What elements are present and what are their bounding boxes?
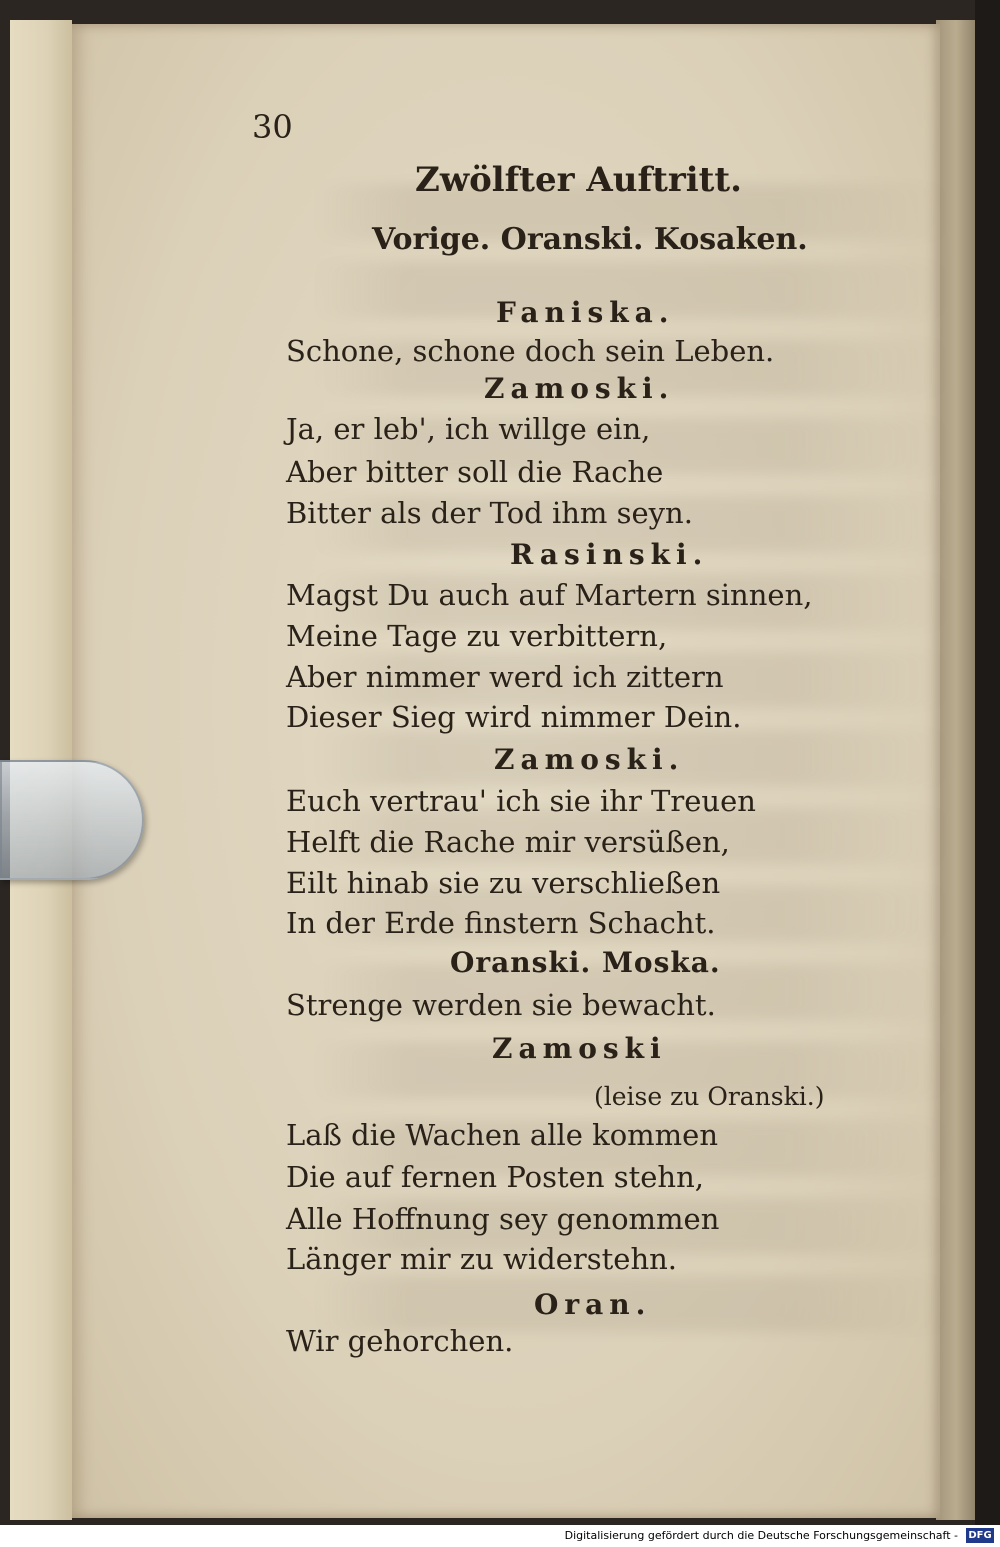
verse-line: Magst Du auch auf Martern sinnen, (286, 578, 813, 612)
verse-line: Euch vertrau' ich sie ihr Treuen (286, 784, 756, 818)
speaker-name: Zamoski. (484, 372, 675, 405)
verse-line: Schone, schone doch sein Leben. (286, 334, 775, 368)
speaker-name: Oran. (534, 1288, 652, 1321)
verse-line: Alle Hoffnung sey genommen (286, 1202, 720, 1236)
verse-line: Die auf fernen Posten stehn, (286, 1160, 704, 1194)
page-number: 30 (252, 108, 293, 146)
verse-line: Eilt hinab sie zu verschließen (286, 866, 721, 900)
footer-credit: Digitalisierung gefördert durch die Deutsche Forschungsgemeinschaft - (564, 1529, 958, 1542)
page-clip (0, 760, 144, 880)
verse-line: Wir gehorchen. (286, 1324, 514, 1358)
book-spine (936, 20, 976, 1520)
verse-line: Laß die Wachen alle kommen (286, 1118, 718, 1152)
scene-title: Zwölfter Auftritt. (415, 160, 742, 200)
verse-line: Ja, er leb', ich willge ein, (286, 412, 651, 446)
scene-characters: Vorige. Oranski. Kosaken. (372, 222, 808, 257)
speaker-name: Rasinski. (510, 538, 709, 571)
scan-border (975, 0, 1000, 1525)
speaker-name: Zamoski (492, 1032, 667, 1065)
footer-bar (0, 1525, 1000, 1547)
verse-line: Helft die Rache mir versüßen, (286, 825, 730, 859)
verse-line: Länger mir zu widerstehn. (286, 1242, 678, 1276)
stage-direction: (leise zu Oranski.) (594, 1082, 825, 1111)
verse-line: Strenge werden sie bewacht. (286, 988, 716, 1022)
verse-line: Aber nimmer werd ich zittern (286, 660, 724, 694)
verse-line: Dieser Sieg wird nimmer Dein. (286, 700, 742, 734)
speaker-name: Zamoski. (494, 743, 685, 776)
speaker-name: Faniska. (496, 296, 675, 329)
verse-line: Meine Tage zu verbittern, (286, 619, 668, 653)
verse-line: Aber bitter soll die Rache (286, 455, 664, 489)
verse-line: In der Erde finstern Schacht. (286, 906, 716, 940)
dfg-logo: DFG (966, 1528, 994, 1543)
verse-line: Bitter als der Tod ihm seyn. (286, 496, 693, 530)
speaker-name: Oranski. Moska. (450, 946, 721, 979)
